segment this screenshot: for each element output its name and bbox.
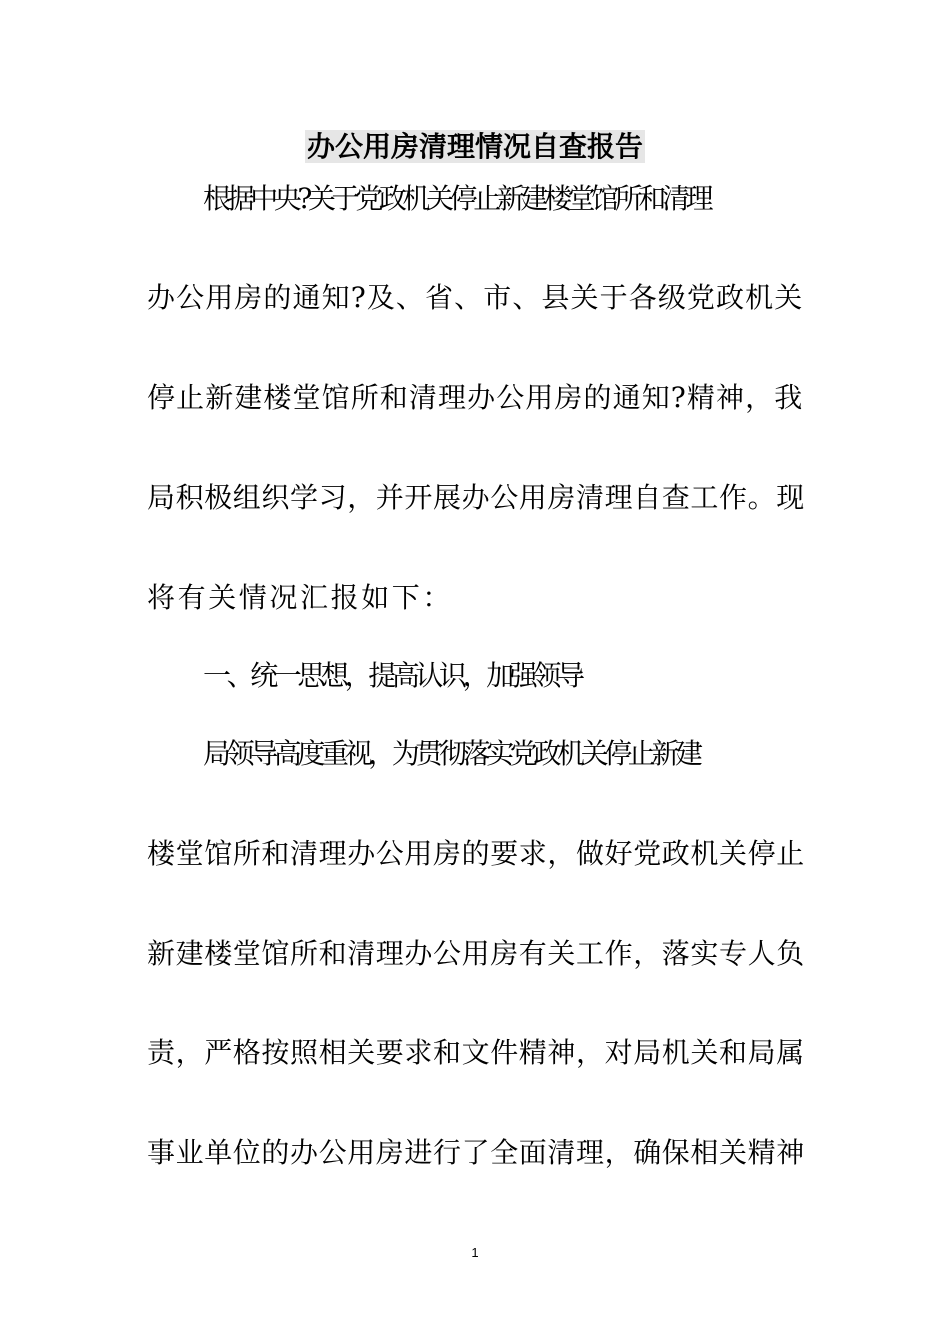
paragraph-line-3: 停止新建楼堂馆所和清理办公用房的通知?精神，我 <box>147 381 804 414</box>
paragraph-line-2: 办公用房的通知?及、省、市、县关于各级党政机关 <box>147 281 804 314</box>
paragraph-line-9: 责，严格按照相关要求和文件精神，对局机关和局属 <box>147 1036 805 1069</box>
paragraph-line-5: 将有关情况汇报如下： <box>147 581 454 614</box>
paragraph-line-8: 新建楼堂馆所和清理办公用房有关工作，落实专人负 <box>147 937 805 970</box>
paragraph-line-6: 局领导高度重视，为贯彻落实党政机关停止新建 <box>203 737 699 770</box>
paragraph-line-1: 根据中央?关于党政机关停止新建楼堂馆所和清理 <box>203 182 710 215</box>
paragraph-line-7: 楼堂馆所和清理办公用房的要求，做好党政机关停止 <box>147 837 805 870</box>
document-title-text: 办公用房清理情况自查报告 <box>306 130 643 163</box>
paragraph-line-10: 事业单位的办公用房进行了全面清理，确保相关精神 <box>147 1136 805 1169</box>
paragraph-line-4: 局积极组织学习，并开展办公用房清理自查工作。现 <box>147 481 805 514</box>
section-heading-1: 一、统一思想，提高认识，加强领导 <box>203 659 581 692</box>
page-number: 1 <box>471 1245 479 1260</box>
document-title <box>0 127 950 167</box>
